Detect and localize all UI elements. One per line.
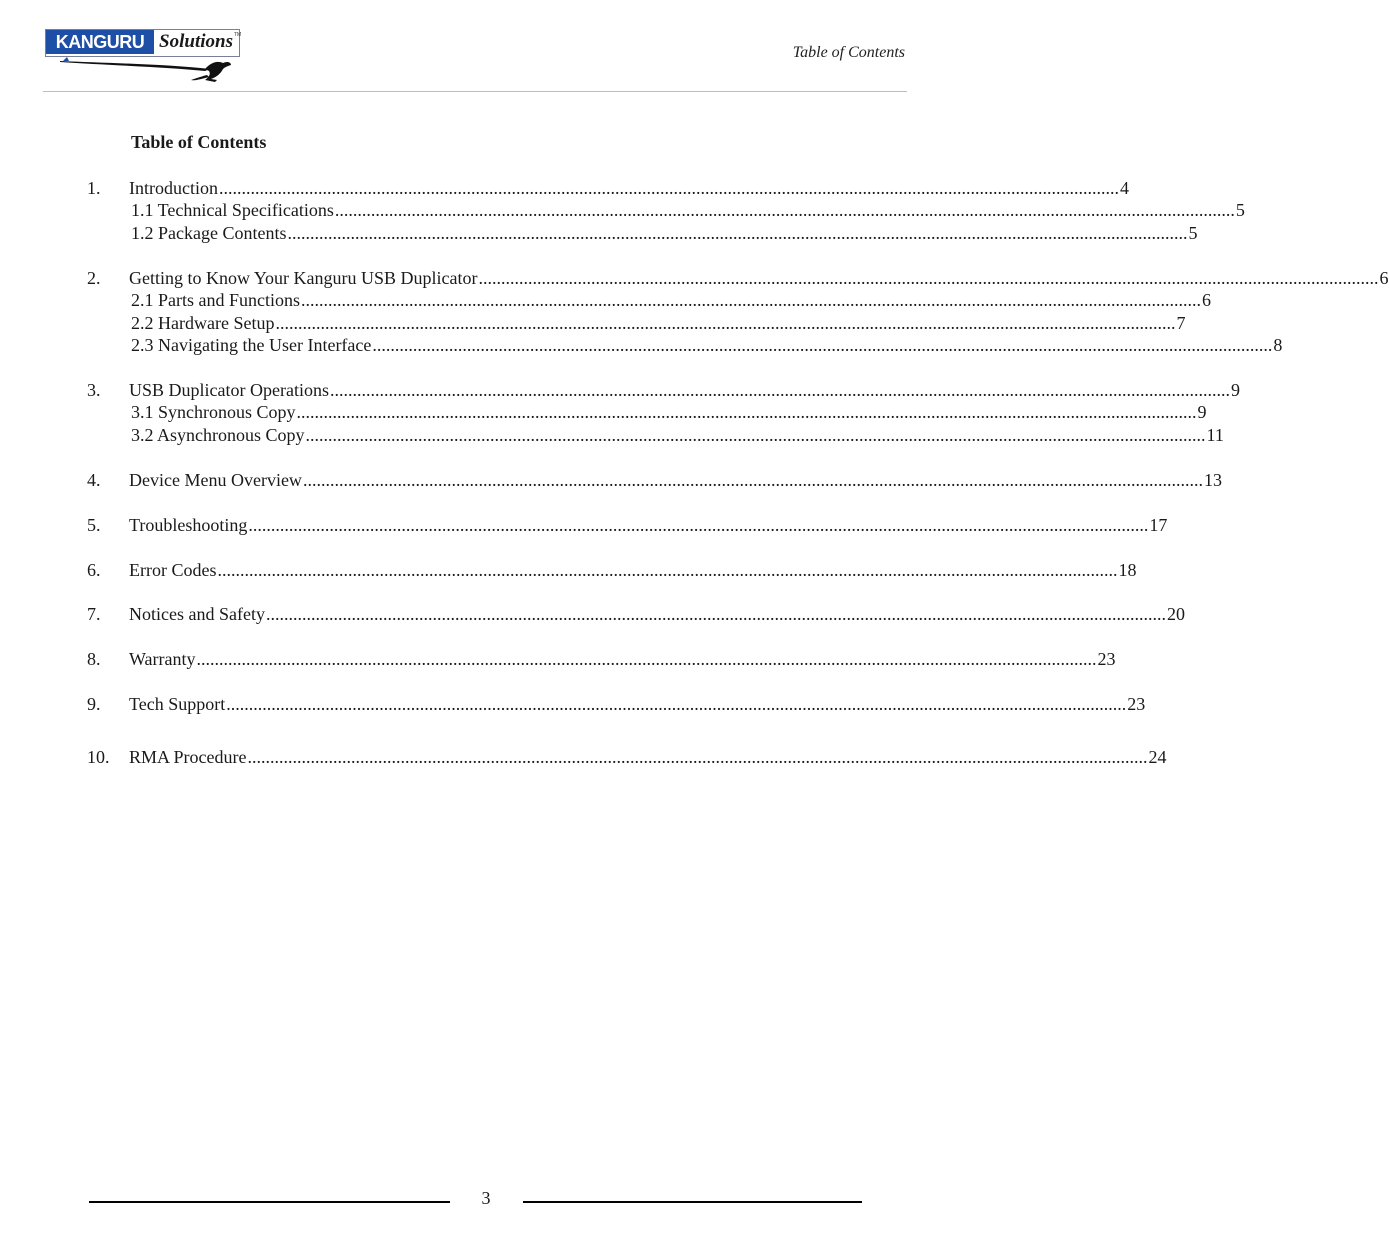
toc-entry[interactable] — [87, 469, 1222, 491]
toc-entry-page: 4 — [1119, 178, 1129, 198]
toc-entry-link[interactable] — [131, 222, 1198, 244]
toc-entry[interactable] — [87, 334, 1283, 356]
toc-leader-dots: ........................................................................................................................................................................................................ — [248, 515, 1149, 535]
toc-entry[interactable] — [87, 267, 1389, 289]
toc-entry[interactable] — [87, 312, 1186, 334]
toc-entry-number: 9. — [87, 694, 101, 714]
toc-entry[interactable] — [87, 514, 1168, 536]
toc-entry-link[interactable] — [129, 177, 1129, 199]
toc-entry-page: 23 — [1097, 649, 1116, 669]
toc-entry-number: 8. — [87, 649, 101, 669]
toc-leader-dots: ........................................................................................................................................................................................................ — [334, 200, 1235, 220]
toc-entry-label: 1.2 Package Contents — [131, 223, 287, 243]
toc-leader-dots: ........................................................................................................................................................................................................ — [287, 223, 1188, 243]
toc-leader-dots: ........................................................................................................................................................................................................ — [302, 470, 1203, 490]
toc-entry-link[interactable] — [131, 312, 1186, 334]
toc-leader-dots: ........................................................................................................................................................................................................ — [247, 747, 1148, 767]
toc-entry-page: 6 — [1202, 290, 1211, 310]
toc-entry-link[interactable] — [129, 514, 1168, 536]
toc-leader-dots: ........................................................................................................................................................................................................ — [196, 649, 1097, 669]
toc-entry-label: Notices and Safety — [129, 604, 265, 624]
toc-entry-page: 9 — [1230, 380, 1240, 400]
toc-entry[interactable] — [87, 177, 1129, 199]
toc-entry[interactable] — [87, 648, 1116, 670]
toc-entry-page: 13 — [1203, 470, 1222, 490]
toc-entry-label: 3.2 Asynchronous Copy — [131, 425, 305, 445]
logo-trademark: TM — [234, 32, 242, 38]
kangaroo-swoosh-icon — [45, 55, 241, 83]
toc-leader-dots: ........................................................................................................................................................................................................ — [296, 402, 1197, 422]
footer-rule-right — [523, 1201, 862, 1203]
toc-entry-number: 4. — [87, 470, 101, 490]
toc-leader-dots: ........................................................................................................................................................................................................ — [265, 604, 1166, 624]
header-divider — [43, 91, 907, 92]
logo-brand-text: KANGURU — [46, 30, 154, 54]
toc-entry-label: 3.1 Synchronous Copy — [131, 402, 296, 422]
toc-leader-dots: ........................................................................................................................................................................................................ — [329, 380, 1230, 400]
toc-entry-link[interactable] — [131, 289, 1211, 311]
toc-entry-label: Getting to Know Your Kanguru USB Duplicator — [129, 268, 478, 288]
toc-entry-label: RMA Procedure — [129, 747, 247, 767]
toc-entry-link[interactable] — [129, 693, 1146, 715]
toc-entry-number: 3. — [87, 380, 101, 400]
toc-leader-dots: ........................................................................................................................................................................................................ — [275, 313, 1176, 333]
toc-leader-dots: ........................................................................................................................................................................................................ — [478, 268, 1379, 288]
toc-entry-link[interactable] — [131, 424, 1224, 446]
toc-leader-dots: ........................................................................................................................................................................................................ — [372, 335, 1273, 355]
toc-entry-page: 5 — [1235, 200, 1245, 220]
toc-entry[interactable] — [87, 199, 1245, 221]
toc-entry-page: 9 — [1197, 402, 1207, 422]
toc-entry-label: Troubleshooting — [129, 515, 248, 535]
toc-entry-label: 2.1 Parts and Functions — [131, 290, 300, 310]
toc-entry-page: 5 — [1188, 223, 1198, 243]
page-number: 3 — [481, 1188, 491, 1208]
running-header-title: Table of Contents — [792, 44, 905, 61]
kanguru-logo — [45, 29, 241, 83]
toc-entry-link[interactable] — [129, 648, 1116, 670]
toc-entry-page: 11 — [1206, 425, 1224, 445]
toc-entry-label: Warranty — [129, 649, 196, 669]
toc-entry[interactable] — [87, 746, 1167, 768]
toc-entry-link[interactable] — [129, 746, 1167, 768]
toc-entry-number: 6. — [87, 560, 101, 580]
toc-leader-dots: ........................................................................................................................................................................................................ — [226, 694, 1127, 714]
toc-entry-label: 2.2 Hardware Setup — [131, 313, 275, 333]
toc-entry[interactable] — [87, 289, 1211, 311]
toc-heading: Table of Contents — [131, 132, 267, 152]
toc-entry-label: 2.3 Navigating the User Interface — [131, 335, 372, 355]
toc-entry-link[interactable] — [129, 603, 1185, 625]
toc-entry-page: 23 — [1127, 694, 1146, 714]
toc-entry[interactable] — [87, 424, 1224, 446]
toc-entry[interactable] — [87, 693, 1146, 715]
toc-entry-page: 8 — [1273, 335, 1283, 355]
toc-entry[interactable] — [87, 222, 1198, 244]
toc-entry-number: 7. — [87, 604, 101, 624]
toc-entry-page: 18 — [1118, 560, 1137, 580]
toc-entry-link[interactable] — [129, 267, 1389, 289]
toc-entry-page: 24 — [1148, 747, 1167, 767]
logo-solutions-text: Solutions — [159, 31, 233, 52]
toc-entry-page: 17 — [1149, 515, 1168, 535]
toc-entry-link[interactable] — [131, 401, 1207, 423]
toc-entry[interactable] — [87, 379, 1240, 401]
toc-entry[interactable] — [87, 603, 1185, 625]
toc-entry-number: 2. — [87, 268, 101, 288]
toc-leader-dots: ........................................................................................................................................................................................................ — [217, 560, 1118, 580]
toc-entry-label: USB Duplicator Operations — [129, 380, 329, 400]
footer-rule-left — [89, 1201, 450, 1203]
toc-leader-dots: ........................................................................................................................................................................................................ — [305, 425, 1206, 445]
toc-entry-label: Device Menu Overview — [129, 470, 302, 490]
toc-entry-link[interactable] — [131, 199, 1245, 221]
toc-entry-link[interactable] — [129, 379, 1240, 401]
toc-entry-label: Introduction — [129, 178, 218, 198]
toc-entry-number: 5. — [87, 515, 101, 535]
toc-entry-page: 7 — [1176, 313, 1186, 333]
toc-entry-link[interactable] — [131, 334, 1283, 356]
toc-entry-link[interactable] — [129, 469, 1222, 491]
toc-entry[interactable] — [87, 401, 1207, 423]
toc-entry-label: 1.1 Technical Specifications — [131, 200, 334, 220]
toc-entry-number: 10. — [87, 747, 110, 767]
toc-entry-page: 6 — [1379, 268, 1389, 288]
toc-entry-label: Tech Support — [129, 694, 226, 714]
toc-entry-link[interactable] — [129, 559, 1137, 581]
toc-entry[interactable] — [87, 559, 1137, 581]
toc-leader-dots: ........................................................................................................................................................................................................ — [218, 178, 1119, 198]
toc-entry-number: 1. — [87, 178, 101, 198]
toc-entry-page: 20 — [1166, 604, 1185, 624]
toc-entry-label: Error Codes — [129, 560, 217, 580]
toc-leader-dots: ........................................................................................................................................................................................................ — [301, 290, 1201, 310]
